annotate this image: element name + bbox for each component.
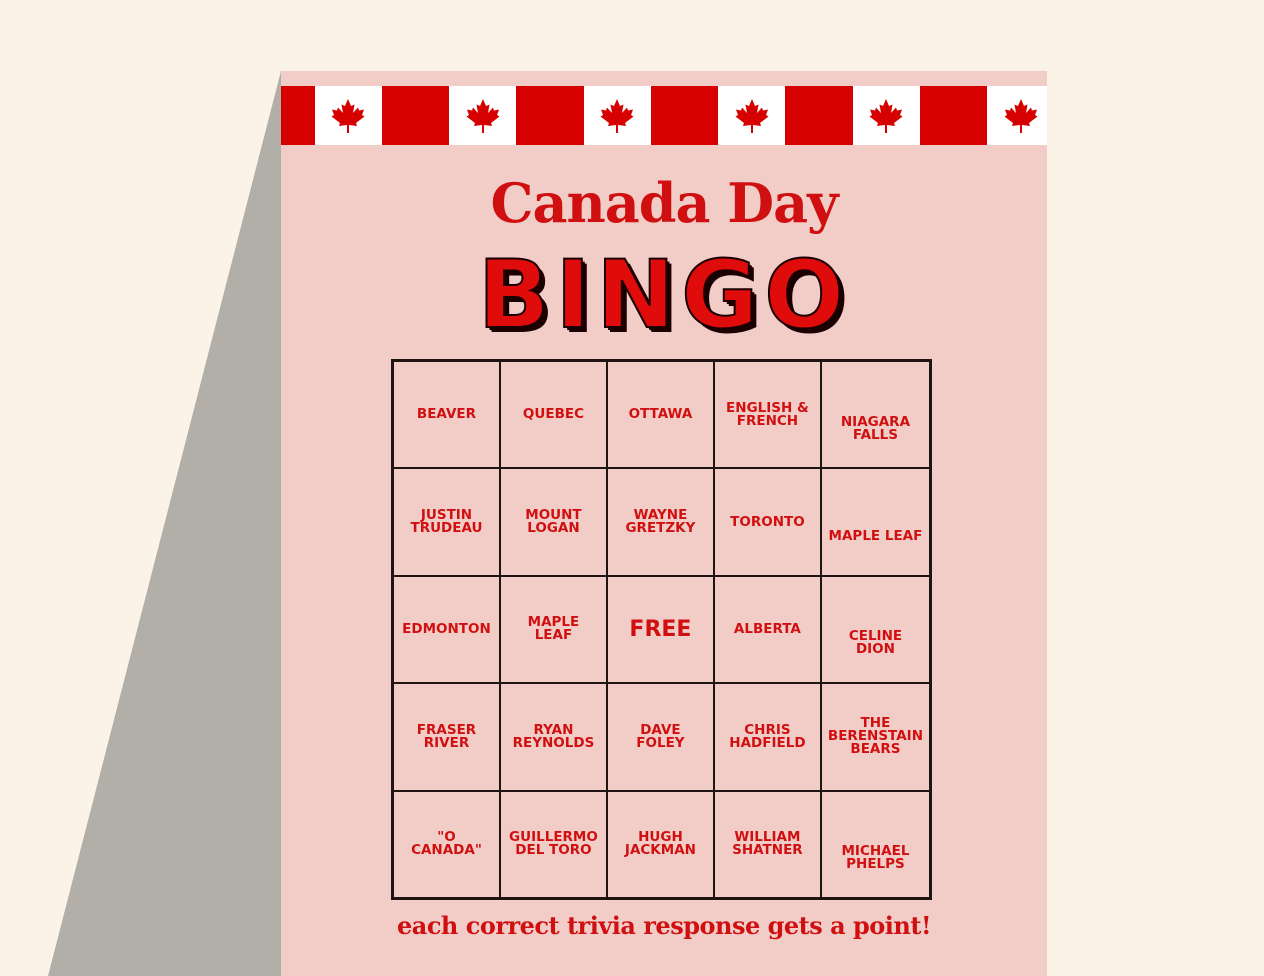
bingo-cell[interactable]: EDMONTON (393, 576, 500, 683)
footer-note: each correct trivia response gets a point! (397, 911, 931, 940)
bingo-cell[interactable]: OTTAWA (607, 361, 714, 468)
bingo-cell[interactable]: QUEBEC (500, 361, 607, 468)
canadian-flag-icon (954, 86, 1048, 145)
bingo-card (281, 71, 1047, 976)
maple-leaf-icon (853, 86, 920, 145)
bingo-cell[interactable]: WAYNE GRETZKY (607, 468, 714, 575)
maple-leaf-icon (315, 86, 382, 145)
bingo-grid (391, 359, 932, 900)
bingo-cell[interactable]: DAVE FOLEY (607, 683, 714, 790)
free-space[interactable]: FREE (607, 576, 714, 683)
bingo-cell[interactable]: TORONTO (714, 468, 821, 575)
bingo-cell[interactable]: MAPLE LEAF (821, 468, 930, 575)
maple-leaf-icon (584, 86, 651, 145)
bingo-cell[interactable]: CHRIS HADFIELD (714, 683, 821, 790)
canadian-flag-icon (281, 86, 416, 145)
bingo-cell[interactable]: MOUNT LOGAN (500, 468, 607, 575)
maple-leaf-icon (718, 86, 785, 145)
bingo-cell[interactable]: JUSTIN TRUDEAU (393, 468, 500, 575)
bingo-cell[interactable]: "O CANADA" (393, 791, 500, 898)
bingo-cell[interactable]: WILLIAM SHATNER (714, 791, 821, 898)
bingo-cell[interactable]: MICHAEL PHELPS (821, 791, 930, 898)
bingo-heading: BINGO (477, 241, 851, 350)
bingo-cell[interactable]: NIAGARA FALLS (821, 361, 930, 468)
maple-leaf-icon (449, 86, 516, 145)
canadian-flag-icon (416, 86, 551, 145)
bingo-cell[interactable]: BEAVER (393, 361, 500, 468)
bingo-cell[interactable]: RYAN REYNOLDS (500, 683, 607, 790)
page-title: Canada Day (490, 171, 838, 235)
maple-leaf-icon (987, 86, 1047, 145)
bingo-cell[interactable]: ENGLISH & FRENCH (714, 361, 821, 468)
flag-banner (281, 86, 1047, 145)
bingo-cell[interactable]: THE BERENSTAIN BEARS (821, 683, 930, 790)
bingo-cell[interactable]: HUGH JACKMAN (607, 791, 714, 898)
bingo-cell[interactable]: MAPLE LEAF (500, 576, 607, 683)
canadian-flag-icon (550, 86, 685, 145)
canadian-flag-icon (819, 86, 954, 145)
bingo-cell[interactable]: ALBERTA (714, 576, 821, 683)
canadian-flag-icon (685, 86, 820, 145)
bingo-cell[interactable]: CELINE DION (821, 576, 930, 683)
bingo-cell[interactable]: FRASER RIVER (393, 683, 500, 790)
bingo-cell[interactable]: GUILLERMO DEL TORO (500, 791, 607, 898)
